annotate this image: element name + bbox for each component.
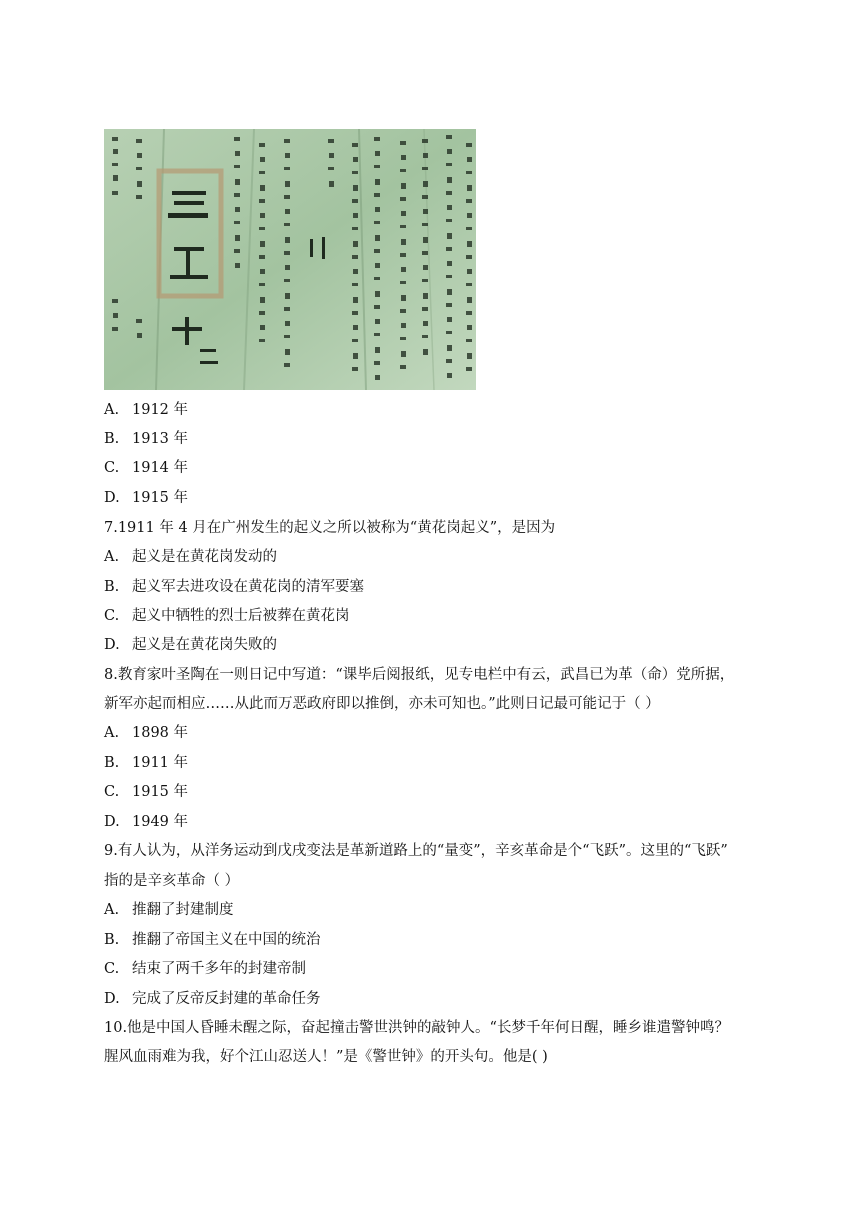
q8-stem-line1: 8.教育家叶圣陶在一则日记中写道：“课毕后阅报纸，见专电栏中有云，武昌已为革（命）党所据， (104, 667, 735, 683)
option-text: 完成了反帝反封建的革命任务 (132, 991, 321, 1007)
option-letter: D. (104, 637, 120, 653)
q6-option-b (104, 429, 188, 449)
option-text: 起义军去进攻设在黄花岗的清军要塞 (132, 579, 364, 595)
q8-stem-line2: 新军亦起而相应……从此而万恶政府即以推倒，亦未可知也。”此则日记最可能记于（ ） (104, 696, 660, 712)
q8-option-a (104, 723, 188, 743)
option-letter: B. (104, 579, 120, 595)
option-text: 1914 年 (132, 460, 189, 476)
option-letter: D. (104, 490, 120, 506)
q6-option-a (104, 400, 188, 420)
option-letter: C. (104, 460, 120, 476)
option-text: 1912 年 (132, 402, 189, 418)
option-text: 1949 年 (132, 814, 189, 830)
q10-stem-line2: 腥风血雨难为我，好个江山忍送人！”是《警世钟》的开头句。他是( ) (104, 1049, 548, 1065)
q7-option-d (104, 635, 277, 655)
q6-option-d (104, 488, 188, 508)
q9-stem-line2: 指的是辛亥革命（ ） (104, 873, 240, 889)
q8-option-b (104, 753, 188, 773)
q9-option-b (104, 930, 321, 950)
option-letter: B. (104, 755, 120, 771)
option-text: 推翻了帝国主义在中国的统治 (132, 932, 321, 948)
option-letter: A. (104, 549, 120, 565)
document-scan-graphic (104, 129, 476, 390)
q7-option-b (104, 577, 364, 597)
q7-option-c (104, 606, 350, 626)
q8-option-c (104, 782, 188, 802)
q9-option-d (104, 989, 321, 1009)
option-letter: A. (104, 725, 120, 741)
option-letter: B. (104, 932, 120, 948)
option-letter: A. (104, 402, 120, 418)
q6-option-c (104, 458, 188, 478)
option-letter: C. (104, 608, 120, 624)
q8-option-d (104, 812, 188, 832)
option-letter: C. (104, 961, 120, 977)
historical-document-photo (104, 129, 476, 390)
option-text: 1915 年 (132, 784, 189, 800)
q9-option-a (104, 900, 234, 920)
option-text: 1915 年 (132, 490, 189, 506)
option-text: 起义是在黄花岗失败的 (132, 637, 277, 653)
q9-option-c (104, 959, 306, 979)
q9-stem-line1: 9.有人认为，从洋务运动到戊戌变法是革新道路上的“量变”，辛亥革命是个“飞跃”。这里的“飞跃” (104, 843, 728, 859)
option-text: 起义是在黄花岗发动的 (132, 549, 277, 565)
option-text: 推翻了封建制度 (132, 902, 234, 918)
option-letter: B. (104, 431, 120, 447)
option-letter: C. (104, 784, 120, 800)
option-text: 结束了两千多年的封建帝制 (132, 961, 306, 977)
q10-stem-line1: 10.他是中国人昏睡未醒之际，奋起撞击警世洪钟的敲钟人。“长梦千年何日醒，睡乡谁遣警钟鸣？ (104, 1020, 729, 1036)
option-letter: D. (104, 814, 120, 830)
option-text: 1911 年 (132, 755, 189, 771)
option-letter: A. (104, 902, 120, 918)
option-text: 1913 年 (132, 431, 189, 447)
q7-option-a (104, 547, 277, 567)
q7-stem: 7.1911 年 4 月在广州发生的起义之所以被称为“黄花岗起义”，是因为 (104, 520, 556, 536)
option-letter: D. (104, 991, 120, 1007)
option-text: 1898 年 (132, 725, 189, 741)
option-text: 起义中牺牲的烈士后被葬在黄花岗 (132, 608, 350, 624)
